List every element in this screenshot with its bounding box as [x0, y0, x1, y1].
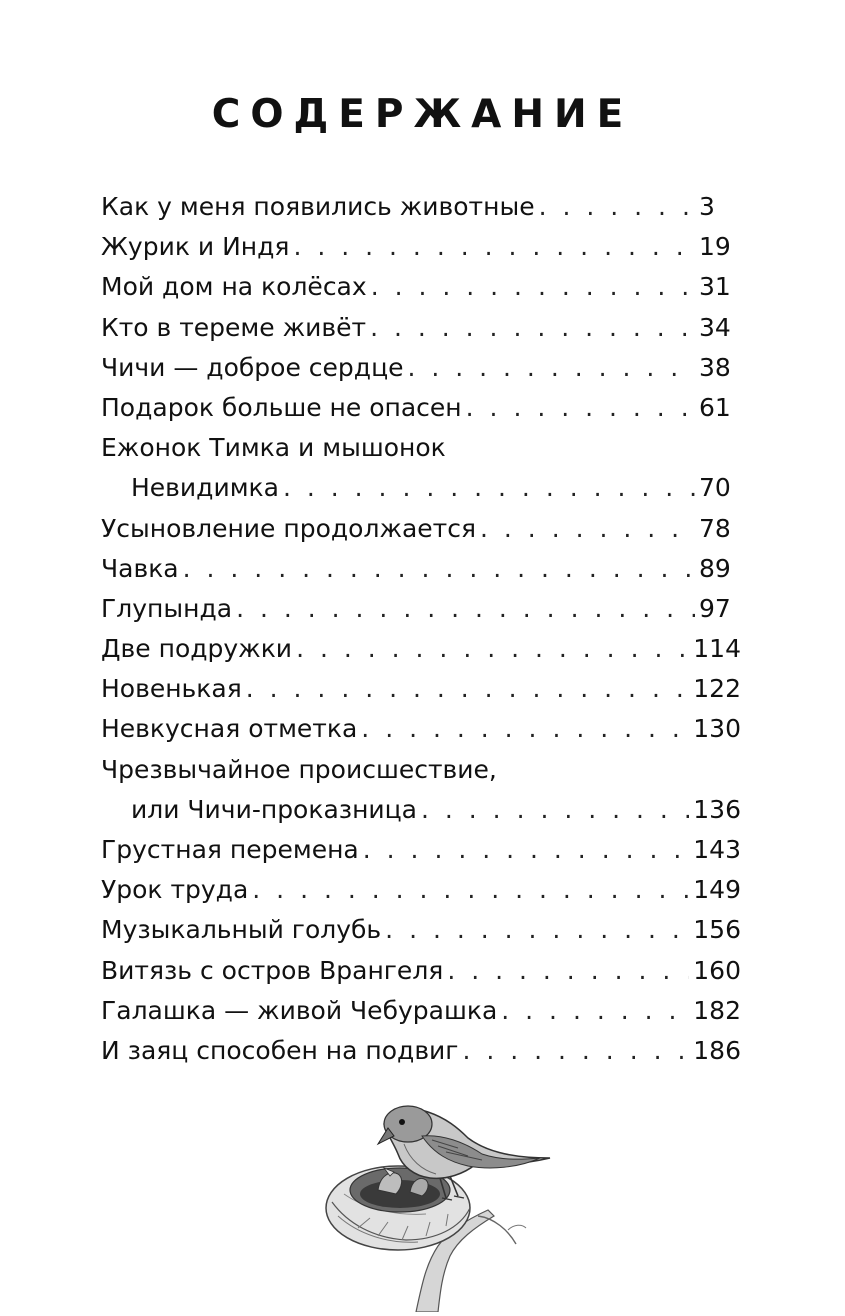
toc-page-number: 160	[693, 955, 741, 985]
toc-page-number: 114	[693, 634, 741, 664]
toc-page-number: 130	[693, 714, 741, 744]
toc-page-number: 156	[693, 915, 741, 945]
page-title: СОДЕРЖАНИЕ	[211, 92, 634, 137]
toc-leader-dots	[466, 388, 695, 428]
toc-page-number: 122	[693, 674, 741, 704]
toc-page-number: 97	[699, 593, 731, 623]
toc-page-number: 3	[699, 192, 715, 221]
toc-entry-title: Две подружки	[101, 634, 293, 664]
toc-entry	[101, 910, 741, 950]
toc-page-number: 149	[693, 875, 741, 905]
toc-page-number: 78	[699, 513, 731, 543]
toc-entry-title: Чавка	[101, 553, 179, 583]
toc-entry	[101, 388, 741, 428]
toc-entry-title: Невидимка	[131, 473, 279, 503]
toc-page-number: 61	[699, 392, 731, 422]
toc-leader-dots	[421, 790, 689, 830]
toc-entry-title-line1: Ежонок Тимка и мышонок	[101, 433, 446, 463]
toc-entry-title: или Чичи-проказница	[131, 794, 417, 824]
toc-page-number: 19	[699, 232, 731, 262]
toc-entry-title: Невкусная отметка	[101, 714, 358, 744]
toc-entry-title: Новенькая	[101, 674, 242, 704]
toc-entry	[101, 549, 741, 589]
toc-entry-title: Кто в тереме живёт	[101, 312, 367, 342]
toc-entry	[101, 468, 741, 508]
bird-on-nest-icon	[318, 1098, 558, 1312]
toc-entry-title: Глупында	[101, 593, 233, 623]
toc-entry	[101, 951, 741, 991]
toc-entry-title: Как у меня появились животные	[101, 192, 535, 221]
toc-entry	[101, 509, 741, 549]
toc-page-number: 70	[699, 473, 731, 503]
toc-page-number: 31	[699, 272, 731, 302]
toc-page-number: 182	[693, 995, 741, 1025]
toc-entry-title: Витязь с остров Врангеля	[101, 955, 444, 985]
toc-leader-dots	[480, 509, 695, 549]
toc-entry	[101, 991, 741, 1031]
toc-page-number: 136	[693, 794, 741, 824]
toc-leader-dots	[363, 830, 690, 870]
table-of-contents	[101, 187, 741, 1071]
toc-entry-first-line	[101, 428, 741, 468]
toc-leader-dots	[293, 227, 695, 267]
toc-page-number: 186	[693, 1035, 741, 1065]
toc-entry	[101, 830, 741, 870]
toc-entry	[101, 227, 741, 267]
toc-leader-dots	[246, 669, 690, 709]
toc-page-number: 143	[693, 835, 741, 864]
toc-entry	[101, 187, 741, 227]
toc-entry	[101, 629, 741, 669]
toc-leader-dots	[539, 187, 695, 227]
toc-leader-dots	[361, 709, 689, 749]
toc-leader-dots	[283, 468, 695, 508]
toc-leader-dots	[236, 589, 695, 629]
toc-leader-dots	[407, 348, 695, 388]
toc-leader-dots	[447, 951, 689, 991]
toc-entry-title: Грустная перемена	[101, 835, 359, 864]
toc-leader-dots	[296, 629, 689, 669]
toc-entry-title: Галашка — живой Чебурашка	[101, 995, 498, 1025]
toc-entry-title: Усыновление продолжается	[101, 513, 477, 543]
toc-entry-title: Музыкальный голубь	[101, 915, 382, 945]
toc-entry-title: Подарок больше не опасен	[101, 392, 462, 422]
toc-page-number: 89	[699, 553, 731, 583]
toc-entry	[101, 870, 741, 910]
toc-entry	[101, 267, 741, 307]
toc-entry-title: Чичи — доброе сердце	[101, 352, 404, 382]
toc-page-number: 38	[699, 352, 731, 382]
toc-entry-title: Мой дом на колёсах	[101, 272, 367, 302]
toc-leader-dots	[371, 267, 695, 307]
toc-leader-dots	[183, 549, 695, 589]
toc-entry	[101, 709, 741, 749]
toc-page-number: 34	[699, 312, 731, 342]
toc-leader-dots	[501, 991, 689, 1031]
toc-entry-title: И заяц способен на подвиг	[101, 1035, 459, 1065]
toc-entry-first-line	[101, 750, 741, 790]
toc-entry	[101, 1031, 741, 1071]
toc-entry-title: Журик и Индя	[101, 232, 290, 262]
toc-entry-title-line1: Чрезвычайное происшествие,	[101, 754, 497, 784]
toc-entry	[101, 308, 741, 348]
toc-leader-dots	[370, 308, 695, 348]
toc-entry	[101, 790, 741, 830]
toc-leader-dots	[252, 870, 689, 910]
toc-entry	[101, 348, 741, 388]
toc-leader-dots	[385, 910, 689, 950]
toc-leader-dots	[462, 1031, 689, 1071]
toc-entry-title: Урок труда	[101, 875, 249, 905]
toc-entry	[101, 589, 741, 629]
toc-entry	[101, 669, 741, 709]
